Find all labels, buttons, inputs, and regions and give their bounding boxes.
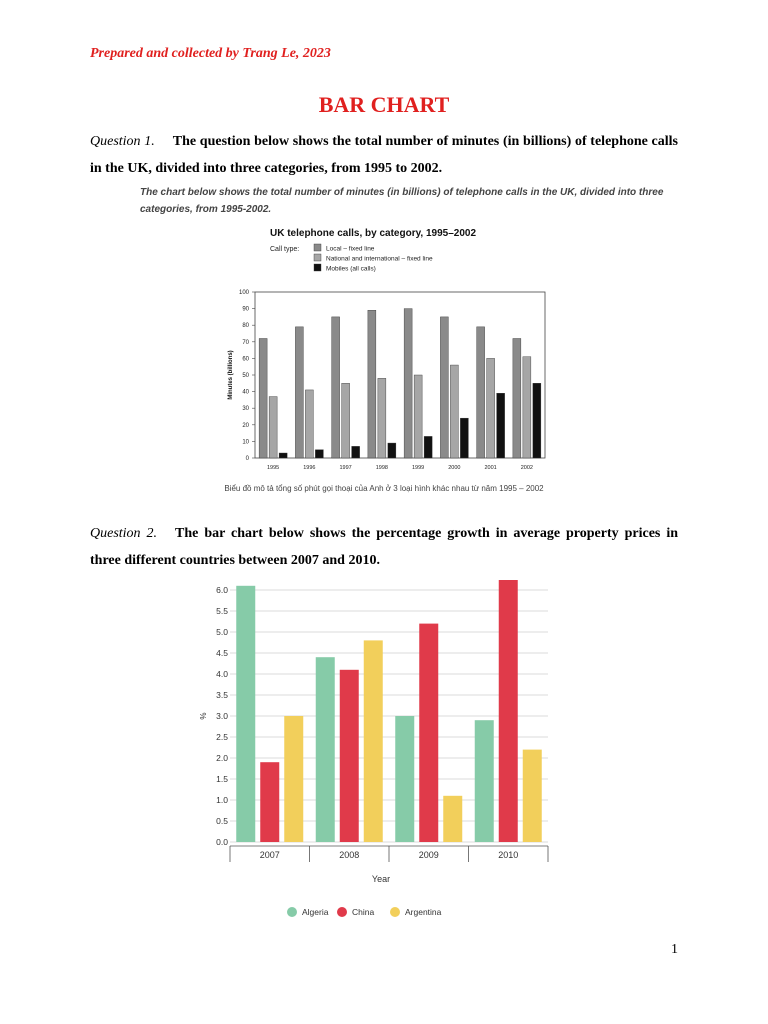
chart-2-x-tick-label: 2009 [418,850,439,860]
question-1 [90,128,678,182]
chart-1-bar [424,436,432,458]
chart-1-y-tick-label: 20 [242,422,249,429]
chart-1-bar [440,317,448,458]
chart-1-bar [450,365,458,458]
chart-1-bar [404,309,412,458]
chart-2-bar [260,762,279,842]
chart-1-bar [378,378,386,458]
chart-1-bar [315,450,323,458]
question-2-number: Question 2. [90,526,158,541]
chart-1-legend-label: Local – fixed line [326,245,375,253]
chart-1-legend-title: Call type: [270,246,300,253]
chart-1-x-axis [267,465,533,471]
question-2-text: The bar chart below shows the percentage growth in average property prices in three different countries between 2007 and 2010. [90,526,678,568]
chart-1-x-tick-label: 2000 [448,465,461,471]
chart-1-bar [513,338,521,458]
chart-2-y-axis [216,585,228,847]
chart-1-bars [259,309,541,458]
chart-2-legend-marker [337,907,347,917]
chart-1-x-tick-label: 2002 [520,465,533,471]
question-2 [90,520,678,574]
chart-2-y-tick-label: 1.5 [216,774,228,784]
chart-1-y-tick-label: 80 [242,323,249,330]
chart-1-bar [352,446,360,458]
chart-1-x-tick-label: 1995 [267,465,280,471]
chart-1-uk-telephone-calls [200,222,600,484]
page-number: 1 [671,942,678,957]
chart-1-y-tick-label: 30 [242,406,249,413]
chart-1-bar [460,418,468,458]
chart-1-legend-swatch [314,244,321,251]
chart-1-bar [332,317,340,458]
chart-2-y-tick-label: 4.0 [216,669,228,679]
chart-1-legend [314,244,433,273]
chart-2-bar [499,580,518,842]
chart-1-caption: Biểu đồ mô tả tổng số phút gọi thoại của Anh ở 3 loại hình khác nhau từ năm 1995 – 2002 [224,484,544,493]
chart-2-y-tick-label: 3.0 [216,711,228,721]
chart-2-y-tick-label: 3.5 [216,690,228,700]
chart-2-bar [284,716,303,842]
chart-1-bar [305,390,313,458]
chart-1-y-tick-label: 70 [242,339,249,346]
chart-1-y-tick-label: 40 [242,389,249,396]
chart-2-x-tick-label: 2010 [498,850,519,860]
chart-2-bar [340,670,359,842]
chart-1-y-tick-label: 90 [242,306,249,313]
chart-2-legend-marker [287,907,297,917]
chart-2-bar [395,716,414,842]
chart-2-y-tick-label: 5.0 [216,627,228,637]
chart-2-legend [287,907,442,917]
chart-1-bar [259,338,267,458]
chart-2-x-tick-label: 2007 [259,850,280,860]
chart-1-y-tick-label: 10 [242,439,249,446]
chart-1-bar [533,383,541,458]
chart-1-legend-label: National and international – fixed line [326,255,433,263]
chart-2-y-tick-label: 6.0 [216,585,228,595]
chart-2-y-label: % [199,712,208,720]
chart-1-bar [368,310,376,458]
chart-2-y-tick-label: 2.0 [216,753,228,763]
chart-1-y-label: Minutes (billions) [228,350,234,400]
chart-1-x-tick-label: 1998 [375,465,388,471]
chart-2-x-axis [230,846,548,862]
question-1-number: Question 1. [90,134,155,149]
chart-1-x-tick-label: 2001 [484,465,497,471]
chart-1-bar [295,327,303,458]
chart-1-y-tick-label: 100 [238,290,249,296]
chart-1-bar [388,443,396,458]
chart-2-x-tick-label: 2008 [339,850,360,860]
chart-2-bar [443,796,462,842]
chart-2-bar [475,720,494,842]
chart-2-bar [316,657,335,842]
chart-2-x-label: Year [371,874,391,884]
chart-1-legend-label: Mobiles (all calls) [326,265,376,273]
chart-2-legend-label: China [352,907,375,917]
chart-1-y-tick-label: 50 [242,373,249,379]
chart-1-x-tick-label: 1996 [303,465,316,471]
chart-2-bar [523,750,542,842]
chart-1-bar [487,358,495,458]
chart-2-legend-label: Argentina [405,907,442,917]
chart-1-bar [414,375,422,458]
chart-2-bar [419,624,438,842]
question-1-text: The question below shows the total number of minutes (in billions) of telephone calls in the UK, divided into three categories, from 1995 to 2002. [90,134,678,176]
chart-1-bar [269,397,277,458]
chart-2-y-tick-label: 4.5 [216,648,228,658]
chart-2-legend-label: Algeria [302,907,329,917]
chart-2-bar [364,640,383,842]
chart-2-legend-marker [390,907,400,917]
chart-2-y-tick-label: 1.0 [216,795,228,805]
document-title: BAR CHART [318,92,450,117]
chart-1-bar [342,383,350,458]
chart-2-property-prices [190,580,570,925]
chart-1-legend-swatch [314,264,321,271]
chart-1-legend-swatch [314,254,321,261]
chart-1-bar [523,357,531,458]
chart-1-x-tick-label: 1999 [412,465,425,471]
chart-1-y-tick-label: 60 [242,356,249,363]
chart-1-x-tick-label: 1997 [339,465,352,471]
chart-2-bars [236,580,542,842]
chart-1-bar [279,453,287,458]
chart-2-y-tick-label: 2.5 [216,732,228,742]
chart-2-y-tick-label: 0.5 [216,816,228,826]
chart-2-y-tick-label: 0.0 [216,837,228,847]
chart-1-y-tick-label: 0 [245,456,249,462]
chart-2-y-tick-label: 5.5 [216,606,228,616]
header-credit: Prepared and collected by Trang Le, 2023 [90,46,331,61]
chart-1-bar [497,393,505,458]
chart-2-bar [236,586,255,842]
chart-1-intro: The chart below shows the total number of minutes (in billions) of telephone calls in the UK, divided into three categories, from 1995-2002. [140,187,664,215]
chart-1-y-axis [239,290,255,462]
chart-1-title: UK telephone calls, by category, 1995–2002 [270,228,477,239]
chart-1-bar [477,327,485,458]
